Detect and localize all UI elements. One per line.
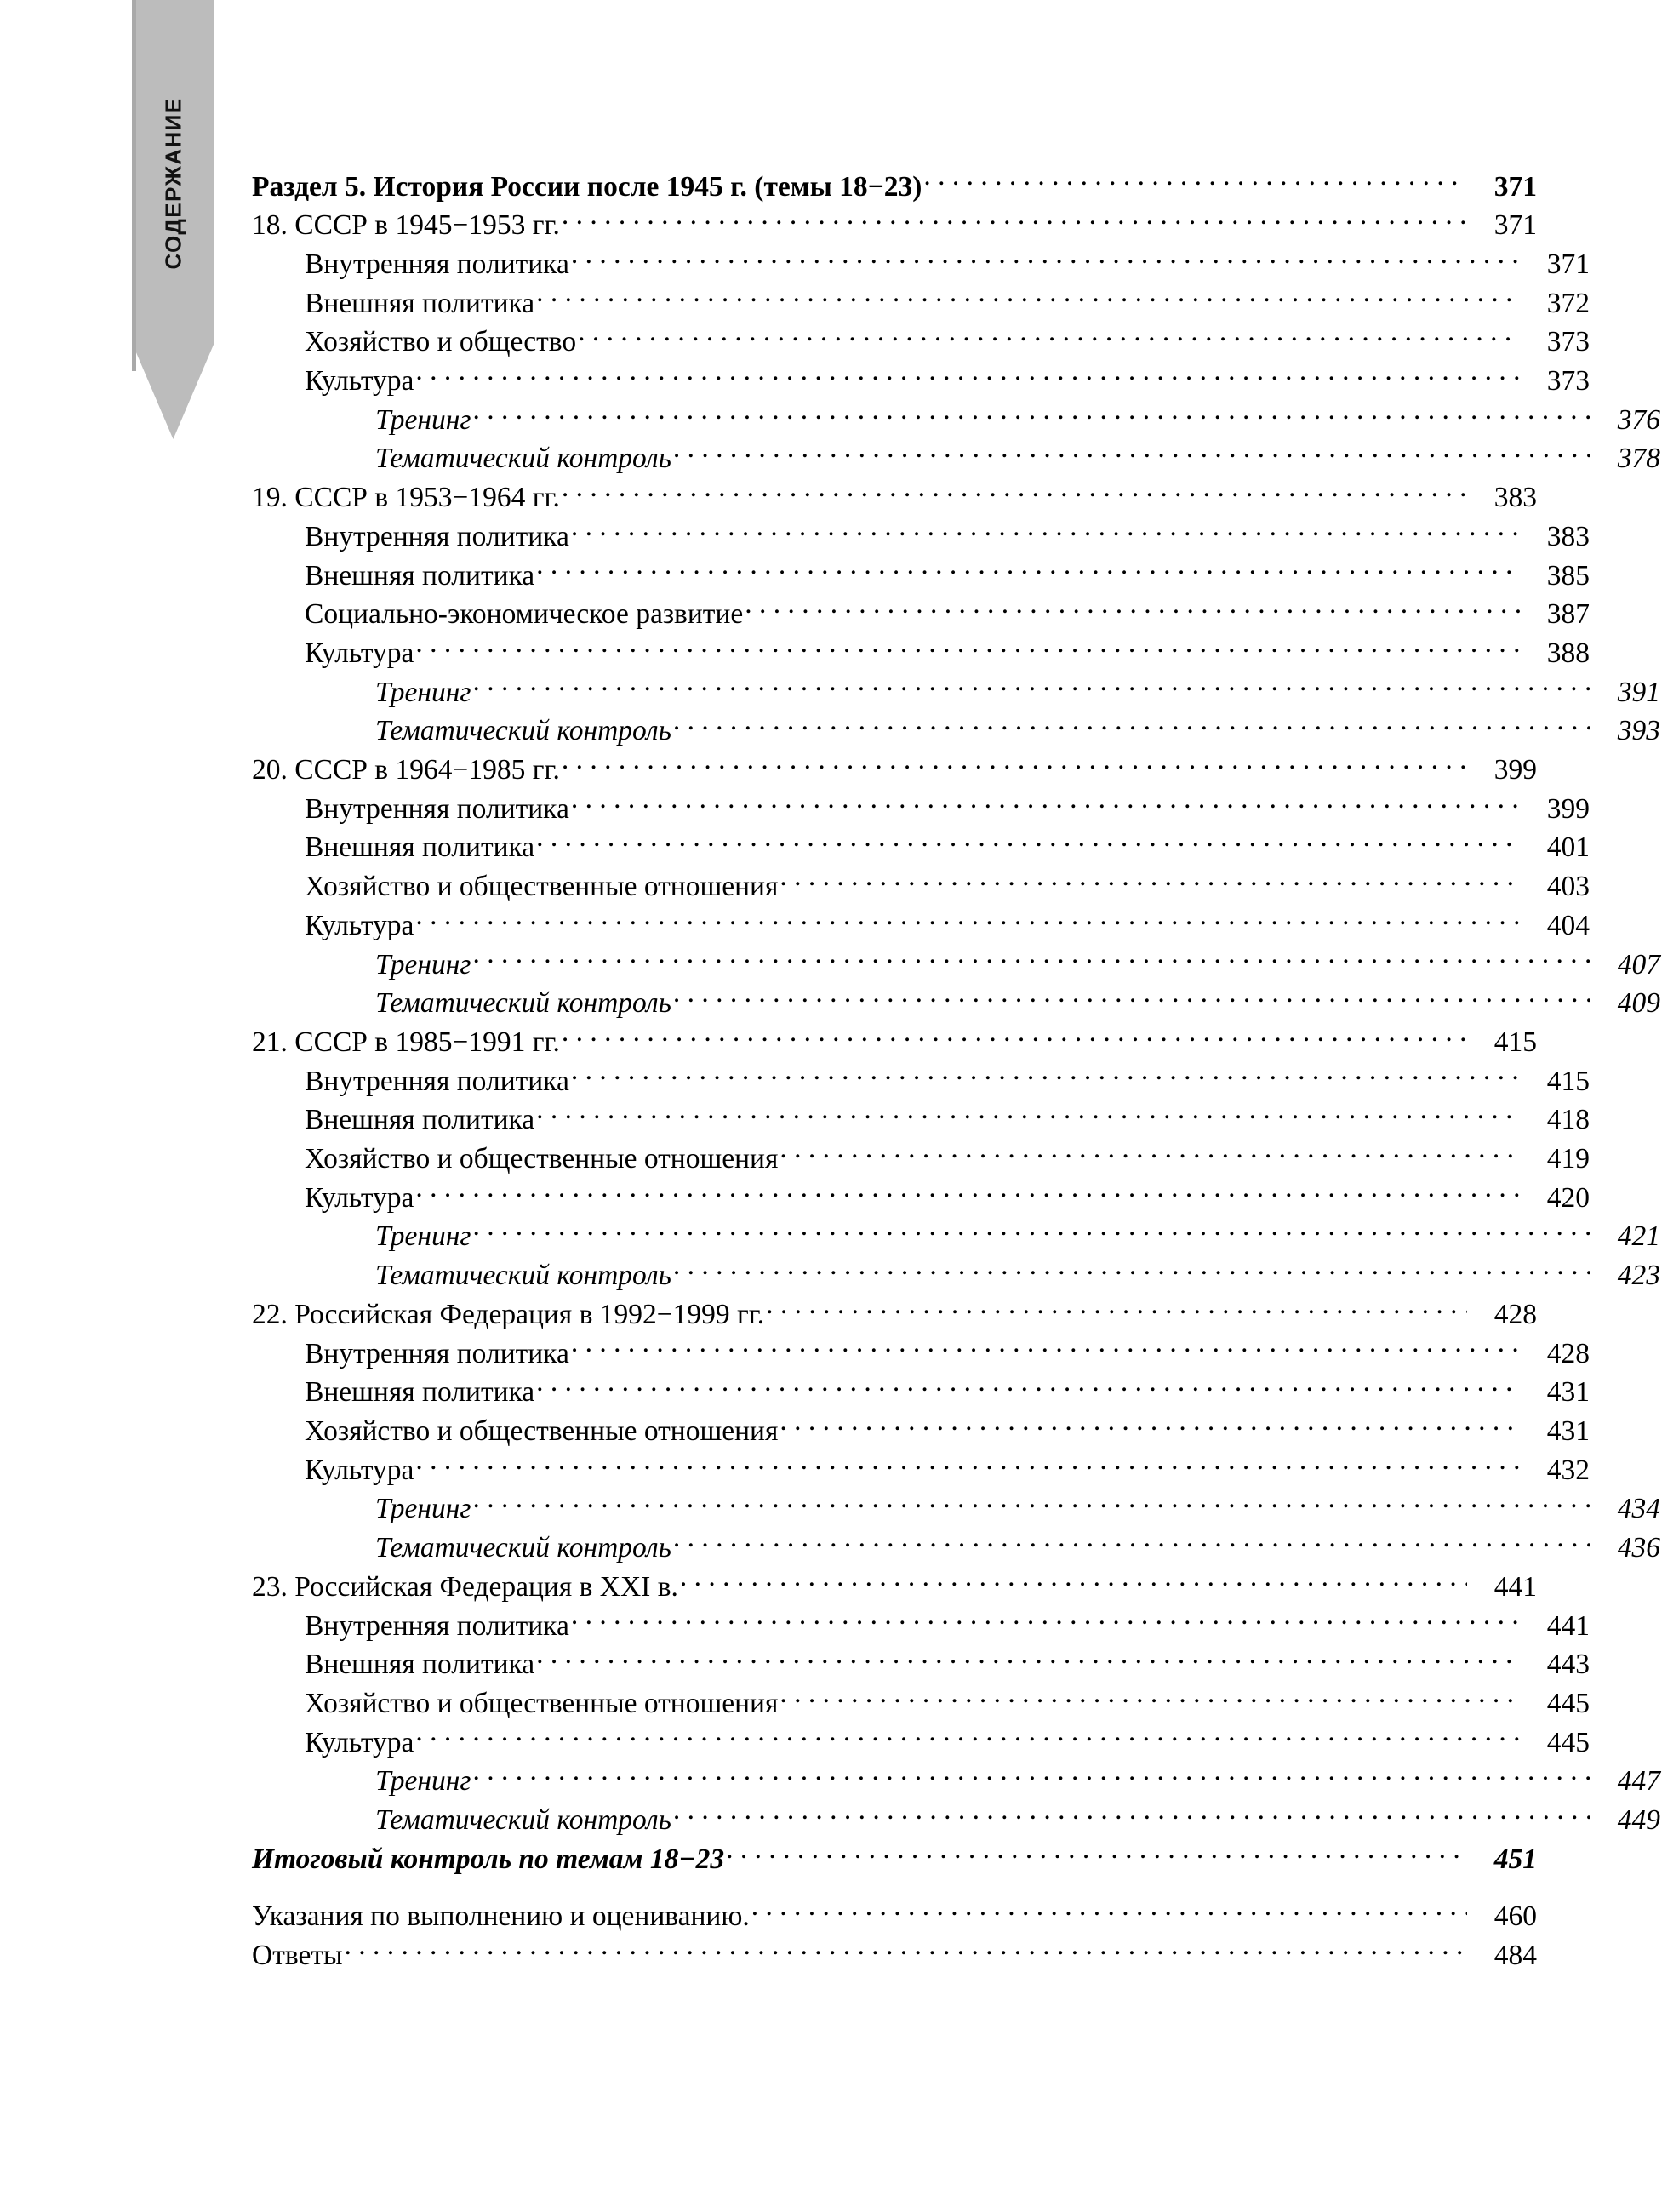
toc-entry-page: 445 xyxy=(1546,1687,1590,1719)
toc-entry[interactable] xyxy=(252,1295,1537,1334)
toc-leader-dots xyxy=(415,1723,1520,1752)
toc-entry-page: 378 xyxy=(1617,443,1660,475)
toc-entry-page: 431 xyxy=(1546,1415,1590,1447)
toc-entry-page: 419 xyxy=(1546,1143,1590,1175)
toc-entry-label: Тематический контроль xyxy=(375,443,671,475)
toc-entry-label: 19. СССР в 1953−1964 гг. xyxy=(252,482,560,514)
toc-entry-page: 445 xyxy=(1546,1726,1590,1758)
toc-entry-label: Тематический контроль xyxy=(375,987,671,1020)
toc-entry[interactable] xyxy=(252,633,1590,672)
toc-entry[interactable] xyxy=(252,1256,1660,1295)
toc-leader-dots xyxy=(536,556,1520,585)
toc-entry[interactable] xyxy=(252,1801,1660,1840)
toc-entry-label: Внешняя политика xyxy=(305,1104,535,1136)
toc-entry-page: 407 xyxy=(1617,948,1660,980)
toc-entry-label: Культура xyxy=(305,365,414,397)
toc-entry-page: 372 xyxy=(1546,287,1590,319)
toc-entry[interactable] xyxy=(252,867,1590,906)
toc-entry[interactable] xyxy=(252,206,1537,245)
toc-entry-label: Указания по выполнению и оцениванию. xyxy=(252,1900,750,1933)
toc-entry[interactable] xyxy=(252,906,1590,945)
toc-entry-label: Тренинг xyxy=(375,676,471,708)
toc-entry[interactable] xyxy=(252,945,1660,984)
toc-entry-page: 385 xyxy=(1546,559,1590,592)
toc-entry-page: 383 xyxy=(1546,520,1590,552)
side-tab-label-wrap xyxy=(132,0,214,366)
toc-leader-dots xyxy=(923,167,1467,196)
toc-entry-label: Внутренняя политика xyxy=(305,248,569,280)
toc-entry[interactable] xyxy=(252,1839,1537,1878)
toc-leader-dots xyxy=(472,1489,1590,1518)
toc-entry[interactable] xyxy=(252,1683,1590,1723)
toc-leader-dots xyxy=(472,672,1590,701)
toc-entry[interactable] xyxy=(252,323,1590,362)
toc-entry[interactable] xyxy=(252,1373,1590,1412)
toc-leader-dots xyxy=(415,1178,1520,1207)
toc-entry-page: 484 xyxy=(1493,1940,1537,1972)
toc-leader-dots xyxy=(536,1373,1520,1402)
toc-entry-label: Социально-экономическое развитие xyxy=(305,598,744,631)
toc-leader-dots xyxy=(571,789,1520,818)
toc-leader-dots xyxy=(472,1217,1590,1246)
toc-leader-dots xyxy=(415,906,1520,935)
toc-entry-page: 434 xyxy=(1617,1493,1660,1525)
toc-leader-dots xyxy=(562,206,1467,235)
toc-entry[interactable] xyxy=(252,517,1590,556)
toc-entry-label: Тематический контроль xyxy=(375,1804,671,1837)
toc-entry-label: Хозяйство и общество xyxy=(305,326,577,358)
toc-entry-label: 18. СССР в 1945−1953 гг. xyxy=(252,209,560,242)
toc-entry[interactable] xyxy=(252,1061,1590,1100)
toc-entry-label: Внутренняя политика xyxy=(305,792,569,825)
toc-entry-label: Культура xyxy=(305,1181,414,1214)
toc-leader-dots xyxy=(571,244,1520,273)
toc-leader-dots xyxy=(673,1801,1590,1830)
toc-entry-page: 418 xyxy=(1546,1104,1590,1136)
toc-entry-label: Ответы xyxy=(252,1940,343,1972)
toc-entry-label: 23. Российская Федерация в XXI в. xyxy=(252,1570,678,1603)
toc-entry[interactable] xyxy=(252,789,1590,828)
toc-entry-label: Внешняя политика xyxy=(305,1376,535,1409)
toc-entry[interactable] xyxy=(252,400,1660,439)
toc-entry[interactable] xyxy=(252,556,1590,595)
toc-leader-dots xyxy=(344,1936,1467,1965)
toc-entry[interactable] xyxy=(252,167,1537,206)
toc-entry[interactable] xyxy=(252,751,1537,790)
toc-leader-dots xyxy=(472,945,1590,974)
toc-entry-page: 403 xyxy=(1546,871,1590,903)
toc-leader-dots xyxy=(562,751,1467,780)
toc-entry-page: 449 xyxy=(1617,1804,1660,1837)
toc-leader-dots xyxy=(571,517,1520,546)
toc-entry[interactable] xyxy=(252,1645,1590,1684)
toc-entry-page: 373 xyxy=(1546,365,1590,397)
toc-entry-label: Внешняя политика xyxy=(305,559,535,592)
toc-leader-dots xyxy=(571,1606,1520,1635)
toc-entry-page: 432 xyxy=(1546,1454,1590,1486)
toc-entry-label: Внутренняя политика xyxy=(305,1609,569,1642)
toc-entry-label: Культура xyxy=(305,637,414,669)
toc-entry-label: Тренинг xyxy=(375,1493,471,1525)
toc-entry[interactable] xyxy=(252,712,1660,751)
toc-entry[interactable] xyxy=(252,478,1537,517)
toc-entry-label: Внешняя политика xyxy=(305,832,535,864)
toc-entry-page: 373 xyxy=(1546,326,1590,358)
toc-entry-page: 415 xyxy=(1546,1065,1590,1097)
toc-entry-page: 420 xyxy=(1546,1181,1590,1214)
toc-leader-dots xyxy=(562,1022,1467,1051)
toc-entry[interactable] xyxy=(252,283,1590,323)
toc-entry-page: 399 xyxy=(1546,792,1590,825)
toc-entry-label: Хозяйство и общественные отношения xyxy=(305,871,779,903)
toc-entry-page: 428 xyxy=(1493,1298,1537,1330)
toc-entry-label: Тренинг xyxy=(375,948,471,980)
toc-entry-label: Хозяйство и общественные отношения xyxy=(305,1415,779,1447)
toc-entry[interactable] xyxy=(252,672,1660,712)
toc-entry[interactable] xyxy=(252,595,1590,634)
toc-leader-dots xyxy=(571,1334,1520,1363)
toc-entry[interactable] xyxy=(252,1762,1660,1801)
toc-leader-dots xyxy=(673,712,1590,740)
toc-entry[interactable] xyxy=(252,1412,1590,1451)
toc-entry-label: Тренинг xyxy=(375,403,471,436)
toc-entry-page: 441 xyxy=(1546,1609,1590,1642)
toc-entry-label: Итоговый контроль по темам 18−23 xyxy=(252,1843,725,1875)
toc-entry-page: 391 xyxy=(1617,676,1660,708)
toc-entry-label: Тренинг xyxy=(375,1765,471,1798)
toc-entry-label: 21. СССР в 1985−1991 гг. xyxy=(252,1026,560,1058)
toc-entry-page: 451 xyxy=(1493,1843,1537,1875)
toc-leader-dots xyxy=(571,1061,1520,1090)
toc-entry[interactable] xyxy=(252,1140,1590,1179)
toc-entry[interactable] xyxy=(252,244,1590,283)
toc-leader-dots xyxy=(536,1100,1520,1129)
toc-leader-dots xyxy=(415,633,1520,662)
toc-entry[interactable] xyxy=(252,1217,1660,1256)
toc-entry[interactable] xyxy=(252,1567,1537,1606)
toc-entry[interactable] xyxy=(252,1334,1590,1373)
toc-entry[interactable] xyxy=(252,1897,1537,1936)
toc-leader-dots xyxy=(472,1762,1590,1791)
toc-entry[interactable] xyxy=(252,1723,1590,1762)
toc-entry[interactable] xyxy=(252,1450,1590,1489)
toc-entry-label: Хозяйство и общественные отношения xyxy=(305,1143,779,1175)
toc-entry-page: 388 xyxy=(1546,637,1590,669)
toc-entry-label: Внешняя политика xyxy=(305,1649,535,1681)
toc-leader-dots xyxy=(536,1645,1520,1674)
toc-leader-dots xyxy=(472,400,1590,429)
toc-entry-label: 20. СССР в 1964−1985 гг. xyxy=(252,754,560,786)
toc-leader-dots xyxy=(673,1256,1590,1285)
toc-leader-dots xyxy=(751,1897,1467,1926)
toc-entry[interactable] xyxy=(252,1489,1660,1529)
toc-leader-dots xyxy=(415,362,1520,391)
toc-leader-dots xyxy=(562,478,1467,507)
toc-entry-label: Внутренняя политика xyxy=(305,520,569,552)
toc-leader-dots xyxy=(766,1295,1467,1323)
table-of-contents xyxy=(252,167,1660,1975)
toc-entry-page: 401 xyxy=(1546,832,1590,864)
toc-entry-page: 441 xyxy=(1493,1570,1537,1603)
toc-entry[interactable] xyxy=(252,1936,1537,1975)
toc-entry-page: 404 xyxy=(1546,909,1590,941)
toc-entry-page: 443 xyxy=(1546,1649,1590,1681)
toc-entry-page: 376 xyxy=(1617,403,1660,436)
toc-entry[interactable] xyxy=(252,1022,1537,1061)
toc-entry-page: 393 xyxy=(1617,715,1660,747)
toc-entry-label: 22. Российская Федерация в 1992−1999 гг. xyxy=(252,1298,765,1330)
toc-entry[interactable] xyxy=(252,1529,1660,1568)
toc-entry-label: Внешняя политика xyxy=(305,287,535,319)
toc-leader-dots xyxy=(578,323,1520,352)
toc-entry-page: 421 xyxy=(1617,1220,1660,1253)
toc-leader-dots xyxy=(536,828,1520,857)
side-tab-label: СОДЕРЖАНИЕ xyxy=(160,97,186,269)
toc-entry[interactable] xyxy=(252,1178,1590,1217)
toc-entry-page: 409 xyxy=(1617,987,1660,1020)
toc-leader-dots xyxy=(780,867,1520,896)
toc-leader-dots xyxy=(726,1839,1467,1868)
toc-entry[interactable] xyxy=(252,1100,1590,1140)
toc-entry-label: Тренинг xyxy=(375,1220,471,1253)
toc-leader-dots xyxy=(780,1140,1520,1169)
toc-leader-dots xyxy=(673,984,1590,1013)
toc-leader-dots xyxy=(780,1683,1520,1712)
toc-entry-label: Культура xyxy=(305,1726,414,1758)
toc-entry-page: 387 xyxy=(1546,598,1590,631)
toc-entry-page: 371 xyxy=(1493,170,1537,203)
toc-entry-label: Внутренняя политика xyxy=(305,1337,569,1369)
toc-entry-page: 447 xyxy=(1617,1765,1660,1798)
toc-entry-label: Культура xyxy=(305,1454,414,1486)
toc-entry[interactable] xyxy=(252,828,1590,867)
toc-entry[interactable] xyxy=(252,1606,1590,1645)
toc-entry-label: Тематический контроль xyxy=(375,1532,671,1564)
toc-entry-page: 383 xyxy=(1493,482,1537,514)
toc-entry[interactable] xyxy=(252,439,1660,478)
toc-entry-page: 436 xyxy=(1617,1532,1660,1564)
toc-entry-page: 415 xyxy=(1493,1026,1537,1058)
toc-entry-label: Хозяйство и общественные отношения xyxy=(305,1687,779,1719)
toc-entry-page: 371 xyxy=(1493,209,1537,242)
toc-entry-page: 423 xyxy=(1617,1260,1660,1292)
toc-entry[interactable] xyxy=(252,362,1590,401)
toc-leader-dots xyxy=(673,439,1590,468)
toc-entry-label: Тематический контроль xyxy=(375,1260,671,1292)
toc-entry-page: 371 xyxy=(1546,248,1590,280)
toc-leader-dots xyxy=(673,1529,1590,1558)
toc-leader-dots xyxy=(415,1450,1520,1479)
toc-leader-dots xyxy=(745,595,1520,624)
toc-entry-label: Раздел 5. История России после 1945 г. (темы 18−23) xyxy=(252,170,922,203)
contents-side-tab xyxy=(132,0,214,439)
toc-entry-label: Внутренняя политика xyxy=(305,1065,569,1097)
toc-entry-page: 460 xyxy=(1493,1900,1537,1933)
toc-leader-dots xyxy=(680,1567,1467,1596)
toc-entry-page: 431 xyxy=(1546,1376,1590,1409)
toc-entry-label: Тематический контроль xyxy=(375,715,671,747)
toc-entry-label: Культура xyxy=(305,909,414,941)
toc-entry-page: 428 xyxy=(1546,1337,1590,1369)
toc-entry[interactable] xyxy=(252,984,1660,1023)
toc-entry-page: 399 xyxy=(1493,754,1537,786)
toc-leader-dots xyxy=(536,283,1520,312)
toc-leader-dots xyxy=(780,1412,1520,1441)
